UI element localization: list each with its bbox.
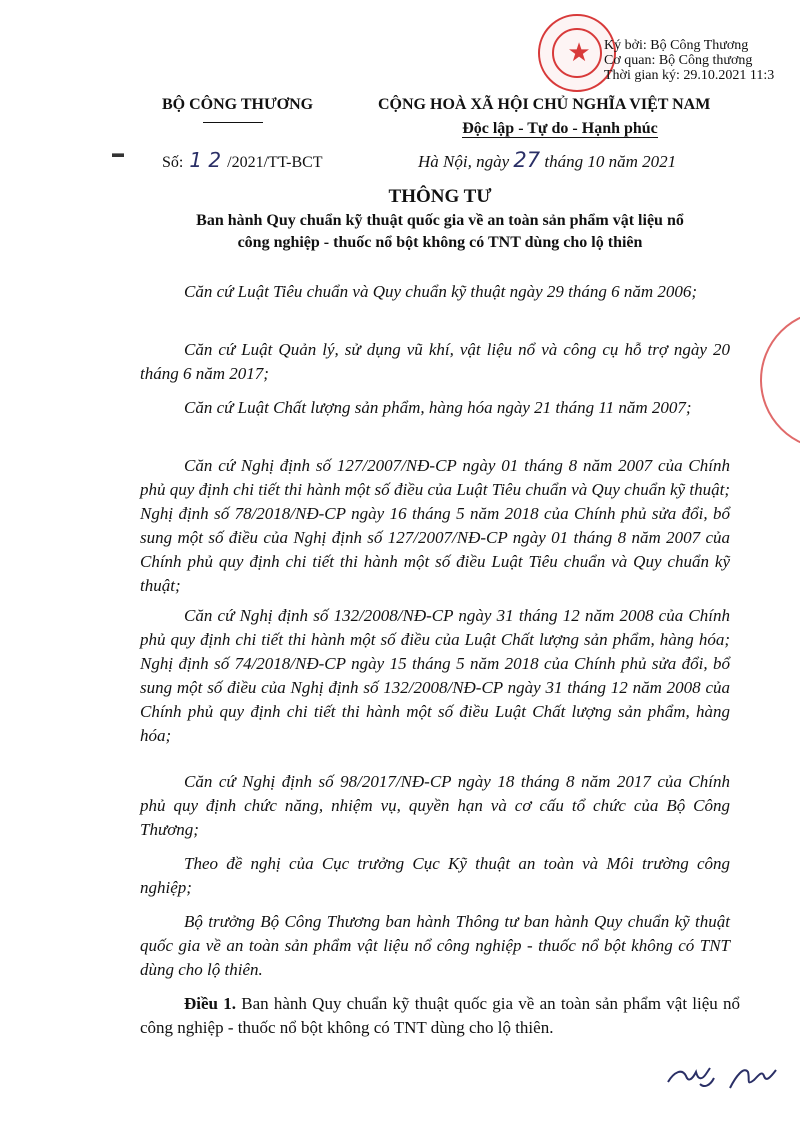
signature-signed-by: Ký bởi: Bộ Công Thương [604,38,749,53]
ministry-name: BỘ CÔNG THƯƠNG [162,96,314,113]
side-seal-stamp [760,310,800,450]
document-number [162,148,323,172]
preamble-paragraph-2: Căn cứ Luật Quản lý, sử dụng vũ khí, vật liệu nổ và công cụ hỗ trợ ngày 20 tháng 6 năm 2017; [140,340,730,383]
preamble-paragraph-1: Căn cứ Luật Tiêu chuẩn và Quy chuẩn kỹ thuật ngày 29 tháng 6 năm 2006; [184,282,698,301]
article-1-text: Ban hành Quy chuẩn kỹ thuật quốc gia về an toàn sản phẩm vật liệu nổ công nghiệp - thuốc nổ bột không có TNT dùng cho lộ thiên. [140,994,741,1037]
number-suffix: /2021/TT-BCT [227,154,323,171]
preamble-paragraph-5: Căn cứ Nghị định số 132/2008/NĐ-CP ngày 31 tháng 12 năm 2008 của Chính phủ quy định chi tiết thi hành một số điều của Luật Chất lượng sản phẩm, hàng hóa; Nghị định số 74/2018/NĐ-CP ngày 15 tháng 5 năm 2018 của Chính phủ sửa đổi, bổ sung một số điều của Nghị định số 132/2008/NĐ-CP ngày 31 tháng 12 năm 2008 của Chính phủ quy định chi tiết thi hành một số điều Luật Chất lượng sản phẩm, hàng hóa; [140,606,730,745]
date-suffix: tháng 10 năm 2021 [544,152,677,171]
preamble-paragraph-3: Căn cứ Luật Chất lượng sản phẩm, hàng hóa ngày 21 tháng 11 năm 2007; [184,398,692,417]
document-subtitle [130,210,750,254]
motto-wrapper [400,120,720,138]
margin-mark: ▬ [112,146,124,160]
ministry-underline [203,122,263,123]
handwritten-initials-signature [664,1058,780,1098]
preamble-paragraph-4: Căn cứ Nghị định số 127/2007/NĐ-CP ngày 01 tháng 8 năm 2007 của Chính phủ quy định chi tiết thi hành một số điều của Luật Tiêu chuẩn và Quy chuẩn kỹ thuật; Nghị định số 78/2018/NĐ-CP ngày 16 tháng 5 năm 2018 của Chính phủ sửa đổi, bổ sung một số điều của Nghị định số 127/2007/NĐ-CP ngày 01 tháng 8 năm 2007 của Chính phủ quy định chi tiết thi hành một số điều Luật Tiêu chuẩn và Quy chuẩn kỹ thuật; [140,456,730,595]
preamble-paragraph-8: Bộ trưởng Bộ Công Thương ban hành Thông tư ban hành Quy chuẩn kỹ thuật quốc gia về an toàn sản phẩm vật liệu nổ công nghiệp - thuốc nổ bột không có TNT dùng cho lộ thiên. [140,912,730,979]
subtitle-line-1: Ban hành Quy chuẩn kỹ thuật quốc gia về an toàn sản phẩm vật liệu nổ [196,212,684,229]
article-1 [140,992,740,1040]
date-prefix: Hà Nội, ngày [418,152,510,171]
number-handwritten: 1 2 [189,148,222,172]
document-date [418,148,676,172]
article-1-label: Điều 1. [184,994,236,1013]
number-prefix: Số: [162,154,184,171]
subtitle-line-2: công nghiệp - thuốc nổ bột không có TNT dùng cho lộ thiên [237,234,643,251]
national-motto: Độc lập - Tự do - Hạnh phúc [462,120,658,137]
document-title: THÔNG TƯ [388,186,492,207]
signature-time: Thời gian ký: 29.10.2021 11:3 [604,68,775,83]
star-icon: ★ [567,38,591,67]
date-day-handwritten: 27 [513,148,541,172]
preamble-paragraph-7: Theo đề nghị của Cục trưởng Cục Kỹ thuật an toàn và Môi trường công nghiệp; [140,854,730,897]
signature-agency: Cơ quan: Bộ Công thương [604,53,753,68]
seal-inner-ring [552,28,602,78]
preamble-paragraph-6: Căn cứ Nghị định số 98/2017/NĐ-CP ngày 18 tháng 8 năm 2017 của Chính phủ quy định chức năng, nhiệm vụ, quyền hạn và cơ cấu tổ chức của Bộ Công Thương; [140,772,730,839]
republic-name: CỘNG HOÀ XÃ HỘI CHỦ NGHĨA VIỆT NAM [378,96,711,113]
